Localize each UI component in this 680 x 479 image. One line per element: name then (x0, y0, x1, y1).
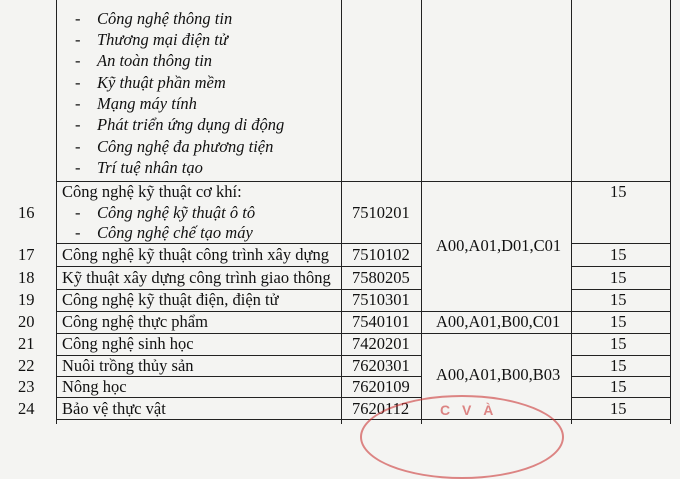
row-stt: 23 (18, 377, 35, 396)
row-border (56, 266, 341, 267)
col-divider-stt (56, 0, 57, 424)
row-stt: 22 (18, 356, 35, 375)
row-quota: 15 (610, 399, 627, 418)
row-quota: 15 (610, 268, 627, 287)
row-border (56, 243, 341, 244)
row-quota: 15 (610, 290, 627, 309)
row-border (571, 397, 670, 398)
row-quota: 15 (610, 245, 627, 264)
row-code: 7620109 (352, 377, 410, 396)
row-code: 7620301 (352, 356, 410, 375)
sub-item: - Công nghệ kỹ thuật ô tô (75, 203, 256, 222)
sub-item: - Thương mại điện tử (75, 30, 228, 49)
row-name: Bảo vệ thực vật (62, 399, 166, 418)
row-border (56, 397, 341, 398)
row-name: Nuôi trồng thủy sản (62, 356, 194, 375)
row-border (341, 397, 421, 398)
row-border (571, 419, 670, 420)
row-code: 7420201 (352, 334, 410, 353)
sub-item: - Phát triển ứng dụng di động (75, 115, 285, 134)
subject-combo: A00,A01,B00,C01 (436, 312, 561, 331)
col-divider-right (670, 0, 671, 424)
row-stt: 19 (18, 290, 35, 309)
row-name: Kỹ thuật xây dựng công trình giao thông (62, 268, 331, 287)
row-code: 7580205 (352, 268, 410, 287)
sub-item: - Công nghệ chế tạo máy (75, 223, 253, 242)
row-border (571, 266, 670, 267)
row-stt: 20 (18, 312, 35, 331)
row-name: Công nghệ sinh học (62, 334, 194, 353)
sub-item: - Công nghệ thông tin (75, 9, 233, 28)
row-name: Công nghệ kỹ thuật điện, điện tử (62, 290, 279, 309)
row-border (341, 243, 421, 244)
row-name: Công nghệ kỹ thuật công trình xây dựng (62, 245, 329, 264)
row-code: 7510201 (352, 203, 410, 222)
row-name: Công nghệ kỹ thuật cơ khí: (62, 182, 242, 201)
sub-item: - An toàn thông tin (75, 51, 213, 70)
row-border (571, 243, 670, 244)
row-quota: 15 (610, 182, 627, 201)
row-code: 7510301 (352, 290, 410, 309)
row-quota: 15 (610, 356, 627, 375)
col-divider-name (341, 0, 342, 424)
row-code: 7510102 (352, 245, 410, 264)
row-code: 7540101 (352, 312, 410, 331)
col-divider-combo (571, 0, 572, 424)
row-stt: 16 (18, 203, 35, 222)
sub-item: - Công nghệ đa phương tiện (75, 137, 274, 156)
row-stt: 21 (18, 334, 35, 353)
row-stt: 17 (18, 245, 35, 264)
row-quota: 15 (610, 377, 627, 396)
col-divider-code (421, 0, 422, 424)
row-name: Công nghệ thực phẩm (62, 312, 208, 331)
stamp-text: C V À (440, 402, 498, 418)
subject-combo: A00,A01,D01,C01 (436, 236, 562, 255)
sub-item: - Kỹ thuật phần mềm (75, 73, 226, 92)
sub-item: - Trí tuệ nhân tạo (75, 158, 203, 177)
row-quota: 15 (610, 312, 627, 331)
row-code: 7620112 (352, 399, 410, 418)
row-border (341, 266, 421, 267)
row-name: Nông học (62, 377, 127, 396)
row-stt: 24 (18, 399, 35, 418)
row-quota: 15 (610, 334, 627, 353)
row-stt: 18 (18, 268, 35, 287)
subject-combo: A00,A01,B00,B03 (436, 365, 561, 384)
sub-item: - Mạng máy tính (75, 94, 197, 113)
